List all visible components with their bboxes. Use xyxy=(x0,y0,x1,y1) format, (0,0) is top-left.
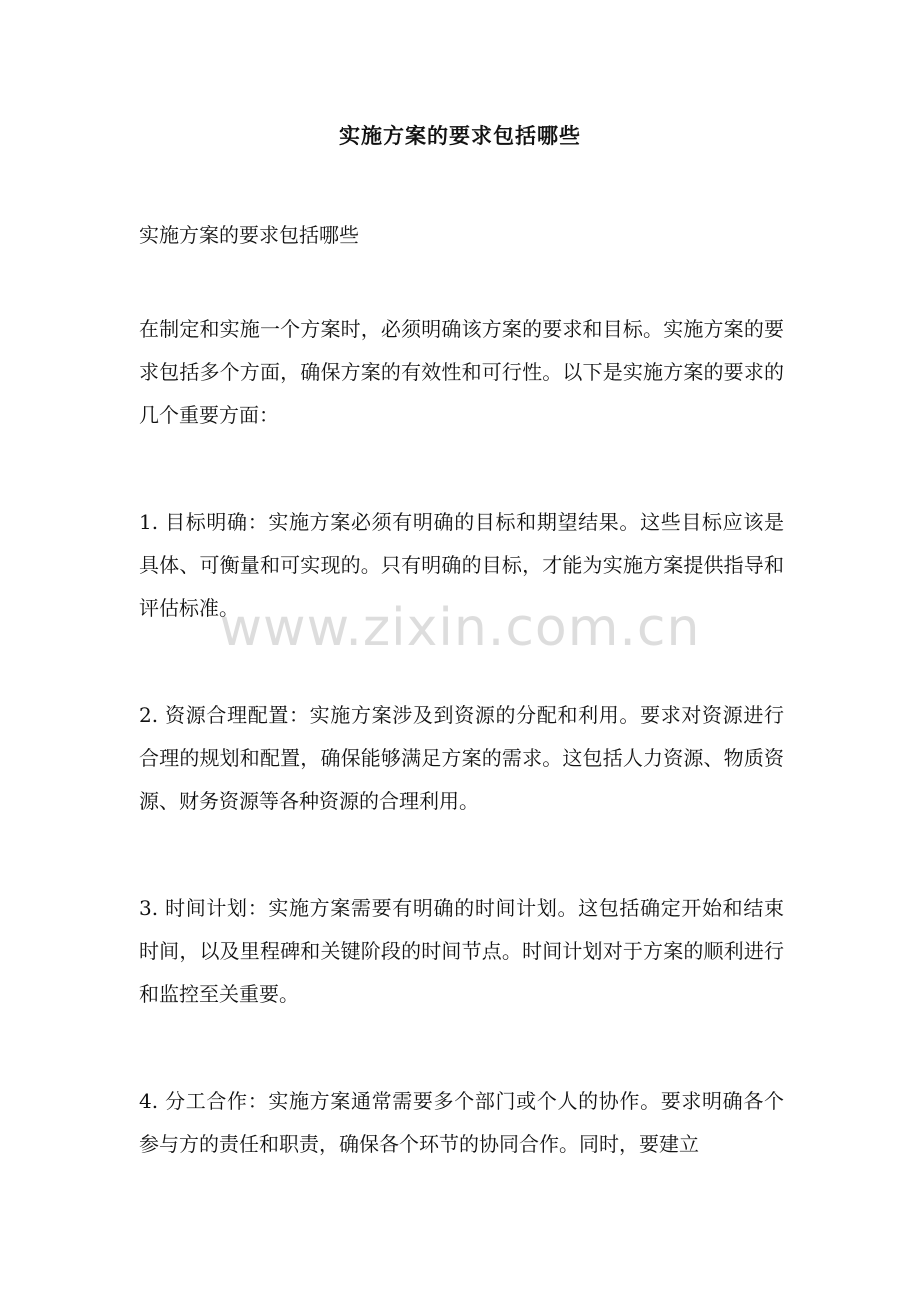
requirement-item-2: 2. 资源合理配置：实施方案涉及到资源的分配和利用。要求对资源进行合理的规划和配置，确保能够满足方案的需求。这包括人力资源、物质资源、财务资源等各种资源的合理利用。 xyxy=(139,703,784,813)
requirement-item-3: 3. 时间计划：实施方案需要有明确的时间计划。这包括确定开始和结束时间，以及里程碑和关键阶段的时间节点。时间计划对于方案的顺利进行和监控至关重要。 xyxy=(139,896,784,1006)
intro-paragraph: 在制定和实施一个方案时，必须明确该方案的要求和目标。实施方案的要求包括多个方面，确保方案的有效性和可行性。以下是实施方案的要求的几个重要方面： xyxy=(139,317,784,427)
requirement-item-1: 1. 目标明确：实施方案必须有明确的目标和期望结果。这些目标应该是具体、可衡量和可实现的。只有明确的目标，才能为实施方案提供指导和评估标准。 xyxy=(139,510,784,620)
document-subtitle: 实施方案的要求包括哪些 xyxy=(139,223,359,247)
document-title: 实施方案的要求包括哪些 xyxy=(339,123,581,148)
requirement-item-4: 4. 分工合作：实施方案通常需要多个部门或个人的协作。要求明确各个参与方的责任和职责，确保各个环节的协同合作。同时，要建立 xyxy=(139,1089,784,1156)
site-watermark: www.zixin.com.cn xyxy=(219,598,701,658)
